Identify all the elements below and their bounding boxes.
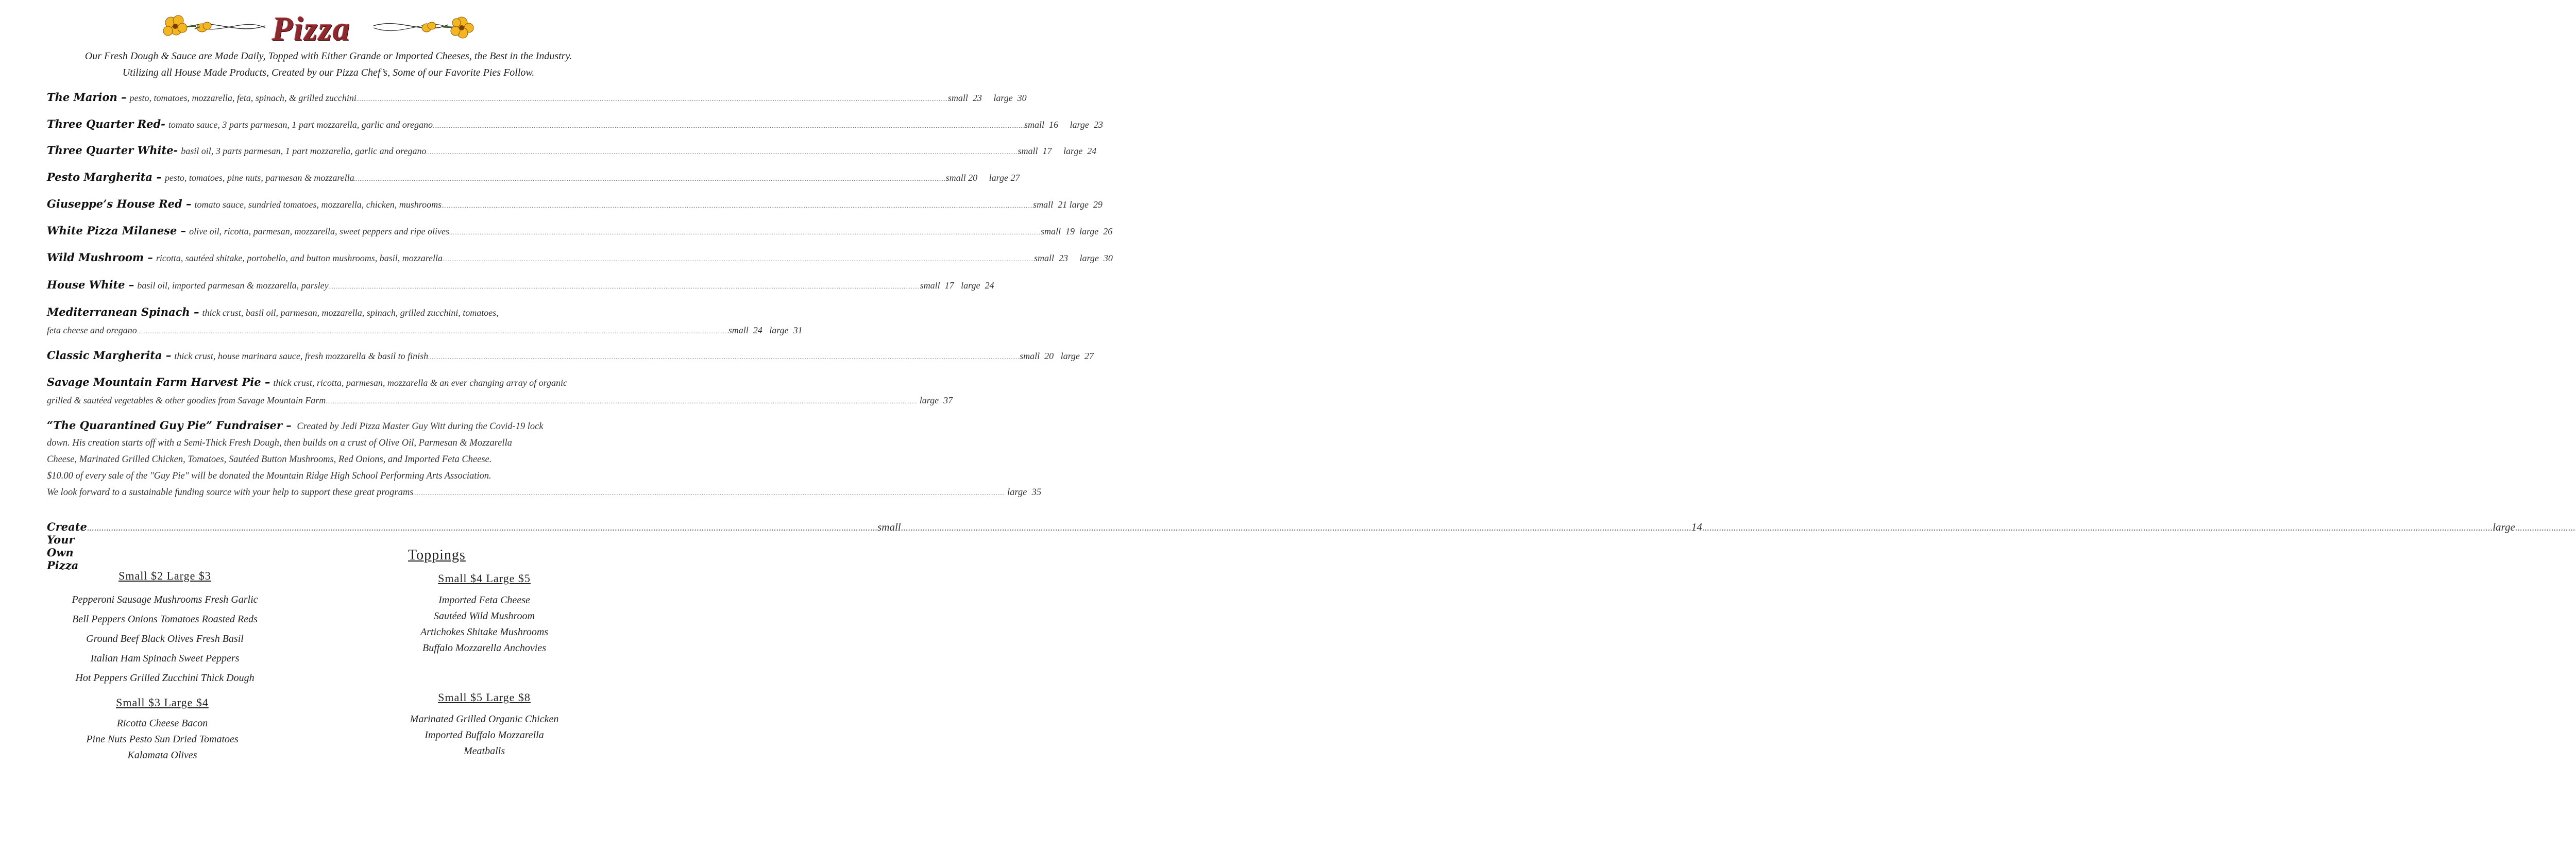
toppings-title: Toppings (408, 547, 466, 563)
dot-leader (442, 199, 1033, 211)
pizza-item-harvest-cont (47, 395, 953, 407)
toppings-line: Italian Ham Spinach Sweet Peppers (90, 653, 240, 664)
left-flower-ornament (160, 7, 268, 43)
toppings-group-heading: Small $2 Large $3 (118, 569, 211, 582)
dot-leader (413, 484, 1005, 501)
pizza-name: Three Quarter White- (47, 144, 178, 157)
pizza-prices: small 20 large 27 (1020, 351, 1094, 361)
dot-leader (137, 325, 728, 337)
pizza-item (47, 91, 1027, 105)
menu-header (0, 7, 657, 48)
guy-pie-line-3: Cheese, Marinated Grilled Chicken, Tomatoes, Sautéed Button Mushrooms, Red Onions, and Imported Feta Cheese. (47, 454, 492, 465)
pizza-description: olive oil, ricotta, parmesan, mozzarella, sweet peppers and ripe olives (189, 226, 449, 236)
pizza-prices: small 21 large 29 (1033, 199, 1103, 210)
cyo-label: Create Your Own Pizza (47, 520, 87, 572)
cyo-small-price: 14 (1691, 521, 1702, 533)
pizza-item (47, 224, 1113, 238)
dot-leader (354, 172, 946, 184)
dot-leader (901, 520, 1691, 533)
guy-pie-fundraiser (47, 417, 1042, 501)
intro-line-2: Utilizing all House Made Products, Created by our Pizza Chef’s, Some of our Favorite Pies Follow. (122, 67, 535, 78)
guy-pie-line-5: We look forward to a sustainable funding source with your help to support these great programs (47, 487, 414, 498)
cyo-large-label: large (2493, 521, 2515, 533)
toppings-line: Ricotta Cheese Bacon (116, 718, 208, 729)
pizza-item-mediterranean (47, 307, 611, 318)
toppings-line: Buffalo Mozzarella Anchovies (422, 642, 546, 654)
pizza-prices: small 24 large 31 (728, 325, 803, 335)
dot-leader (426, 145, 1018, 158)
toppings-line: Artichokes Shitake Mushrooms (420, 626, 549, 638)
pizza-name: Pesto Margherita – (47, 171, 162, 183)
pizza-prices: large 35 (1005, 487, 1042, 498)
pizza-item (47, 144, 1097, 158)
toppings-group-heading: Small $5 Large $8 (438, 691, 531, 704)
dot-leader (1702, 520, 2493, 533)
pizza-item-classic (47, 349, 1094, 363)
toppings-line: Sautéed Wild Mushroom (434, 610, 535, 622)
toppings-line: Pine Nuts Pesto Sun Dried Tomatoes (86, 734, 239, 745)
pizza-description: basil oil, imported parmesan & mozzarella, parsley (137, 280, 329, 291)
toppings-group-heading: Small $3 Large $4 (116, 696, 209, 709)
pizza-name: Wild Mushroom – (47, 251, 153, 264)
pizza-description: basil oil, 3 parts parmesan, 1 part mozzarella, garlic and oregano (181, 146, 427, 156)
dot-leader (428, 350, 1020, 363)
toppings-line: Bell Peppers Onions Tomatoes Roasted Reds (72, 614, 258, 625)
pizza-prices: small 16 large 23 (1024, 120, 1103, 130)
dot-leader (326, 395, 917, 407)
pizza-description: thick crust, basil oil, parmesan, mozzarella, spinach, grilled zucchini, tomatoes, (202, 308, 499, 318)
pizza-description: thick crust, house marinara sauce, fresh mozzarella & basil to finish (174, 351, 429, 361)
pizza-description-cont: feta cheese and oregano (47, 325, 137, 335)
pizza-prices: small 23 large 30 (947, 93, 1027, 103)
pizza-description: tomato sauce, sundried tomatoes, mozzarella, chicken, mushrooms (194, 199, 442, 210)
pizza-prices: small 20 large 27 (945, 173, 1020, 183)
right-flower-ornament (371, 7, 474, 43)
pizza-description: tomato sauce, 3 parts parmesan, 1 part mozzarella, garlic and oregano (168, 120, 433, 130)
pizza-description: pesto, tomatoes, pine nuts, parmesan & mozzarella (164, 173, 354, 183)
toppings-line: Pepperoni Sausage Mushrooms Fresh Garlic (72, 594, 258, 605)
pizza-item (47, 117, 1103, 131)
pizza-description: pesto, tomatoes, mozzarella, feta, spinach, & grilled zucchini (129, 93, 357, 103)
pizza-item-mediterranean-cont (47, 325, 803, 337)
dot-leader (329, 280, 920, 292)
pizza-name: The Marion – (47, 91, 127, 104)
pizza-prices: small 17 large 24 (920, 280, 994, 291)
pizza-name: Three Quarter Red- (47, 117, 165, 130)
pizza-prices: small 17 large 24 (1018, 146, 1097, 156)
toppings-line: Hot Peppers Grilled Zucchini Thick Dough (75, 672, 255, 684)
toppings-group-heading: Small $4 Large $5 (438, 572, 531, 585)
guy-pie-line-4: $10.00 of every sale of the "Guy Pie" will be donated the Mountain Ridge High School Performing Arts Association. (47, 471, 492, 481)
pizza-name: House White – (47, 278, 134, 291)
pizza-name: “The Quarantined Guy Pie” Fundraiser – (47, 419, 292, 432)
toppings-line: Imported Buffalo Mozzarella (425, 729, 544, 741)
guy-pie-line-5-row (47, 484, 1042, 501)
pizza-item (47, 171, 1020, 184)
pizza-name: Classic Margherita – (47, 349, 172, 362)
toppings-group-small-5 (371, 691, 598, 759)
guy-pie-line-1: Created by Jedi Pizza Master Guy Witt during the Covid-19 lock (297, 421, 544, 432)
pizza-item (47, 251, 1113, 265)
pizza-name: White Pizza Milanese – (47, 224, 187, 237)
dot-leader (357, 92, 948, 105)
pizza-name: Mediterranean Spinach – (47, 305, 199, 318)
pizza-description: ricotta, sautéed shitake, portobello, and button mushrooms, basil, mozzarella (156, 253, 443, 263)
pizza-name: Savage Mountain Farm Harvest Pie – (47, 376, 270, 388)
dot-leader (2515, 520, 2576, 533)
dot-leader (443, 252, 1034, 265)
pizza-prices: small 23 large 30 (1034, 253, 1113, 263)
intro-line-1: Our Fresh Dough & Sauce are Made Daily, Topped with Either Grande or Imported Cheeses, the Best in the Industry. (84, 50, 572, 62)
toppings-line: Meatballs (464, 745, 505, 757)
toppings-group-small-3 (28, 696, 296, 763)
toppings-line: Marinated Grilled Organic Chicken (410, 713, 559, 725)
page-title: Pizza (272, 10, 351, 48)
dot-leader (433, 119, 1024, 131)
pizza-item (47, 197, 1103, 211)
pizza-description: thick crust, ricotta, parmesan, mozzarella & an ever changing array of organic (273, 378, 568, 388)
dot-leader (87, 520, 877, 533)
pizza-description-cont: grilled & sautéed vegetables & other goodies from Savage Mountain Farm (47, 395, 326, 405)
toppings-line: Imported Feta Cheese (438, 594, 530, 606)
dot-leader (449, 226, 1041, 238)
pizza-name: Giuseppe’s House Red – (47, 197, 192, 210)
pizza-item (47, 278, 994, 292)
toppings-group-small-2 (31, 569, 299, 688)
toppings-line: Kalamata Olives (127, 750, 197, 761)
create-your-own-pizza (47, 520, 2515, 572)
cyo-small-label: small (877, 521, 901, 533)
pizza-prices: small 19 large 26 (1040, 226, 1113, 236)
pizza-prices: large 37 (917, 395, 953, 405)
pizza-item-harvest (47, 377, 611, 388)
toppings-group-small-4 (371, 572, 598, 656)
toppings-line: Ground Beef Black Olives Fresh Basil (86, 633, 244, 644)
guy-pie-line-2: down. His creation starts off with a Semi-Thick Fresh Dough, then builds on a crust of Olive Oil, Parmesan & Mozzarella (47, 438, 512, 448)
